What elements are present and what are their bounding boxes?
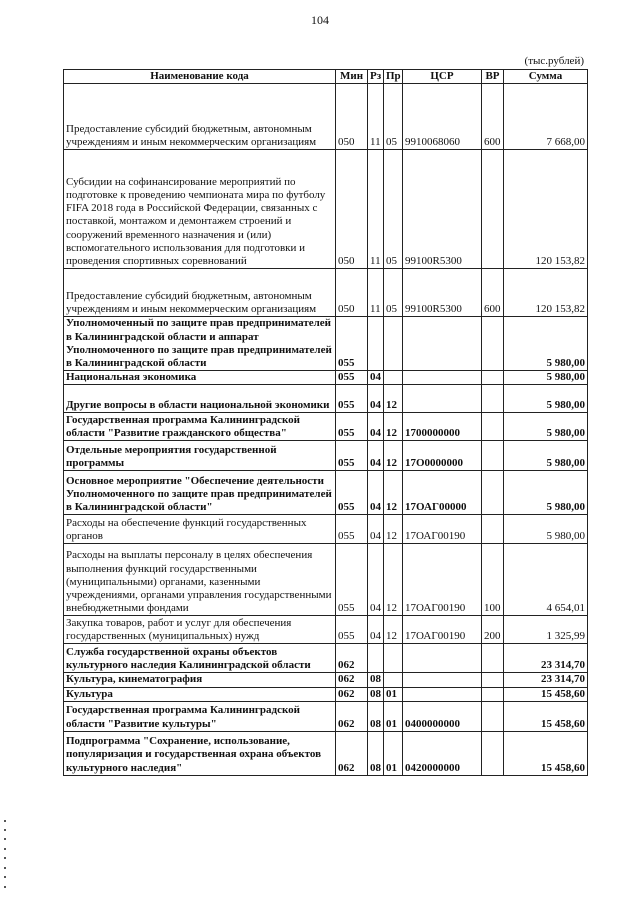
row-rz: 08 (368, 687, 384, 701)
row-csr (403, 317, 482, 371)
row-csr: 17ОАГ00190 (403, 544, 482, 616)
column-header-min: Мин (336, 70, 368, 84)
row-vr (482, 515, 504, 544)
column-header-csr: ЦСР (403, 70, 482, 84)
row-pr: 12 (384, 385, 403, 413)
row-min: 062 (336, 731, 368, 775)
row-sum: 7 668,00 (504, 84, 588, 150)
row-name: Культура (64, 687, 336, 701)
row-vr: 100 (482, 544, 504, 616)
scan-noise-marks (4, 820, 8, 890)
row-csr: 17ОАГ00000 (403, 471, 482, 515)
row-sum: 5 980,00 (504, 413, 588, 441)
row-sum: 23 314,70 (504, 644, 588, 673)
row-vr (482, 701, 504, 731)
row-sum: 15 458,60 (504, 701, 588, 731)
row-vr (482, 731, 504, 775)
row-rz (368, 644, 384, 673)
row-sum: 23 314,70 (504, 673, 588, 687)
row-csr (403, 371, 482, 385)
row-min: 055 (336, 371, 368, 385)
table-row (64, 701, 588, 731)
row-rz: 08 (368, 673, 384, 687)
row-pr (384, 673, 403, 687)
row-rz: 04 (368, 471, 384, 515)
row-sum: 1 325,99 (504, 616, 588, 644)
row-pr: 01 (384, 701, 403, 731)
row-min: 062 (336, 701, 368, 731)
row-rz: 08 (368, 701, 384, 731)
row-vr (482, 644, 504, 673)
row-sum: 5 980,00 (504, 385, 588, 413)
row-csr (403, 687, 482, 701)
row-name: Предоставление субсидий бюджетным, автономным учреждениям и иным некоммерческим организациям (64, 269, 336, 317)
row-min: 050 (336, 84, 368, 150)
table-row (64, 150, 588, 269)
row-vr (482, 413, 504, 441)
row-rz: 08 (368, 731, 384, 775)
row-sum: 5 980,00 (504, 441, 588, 471)
row-rz: 04 (368, 544, 384, 616)
table-row (64, 269, 588, 317)
table-row (64, 515, 588, 544)
row-name: Культура, кинематография (64, 673, 336, 687)
row-pr: 01 (384, 687, 403, 701)
row-vr: 200 (482, 616, 504, 644)
row-rz (368, 317, 384, 371)
row-name: Государственная программа Калининградской области "Развитие культуры" (64, 701, 336, 731)
row-pr: 12 (384, 471, 403, 515)
table-row (64, 644, 588, 673)
column-header-name: Наименование кода (64, 70, 336, 84)
row-vr (482, 385, 504, 413)
row-rz: 04 (368, 385, 384, 413)
row-name: Отдельные мероприятия государственной программы (64, 441, 336, 471)
table-row (64, 544, 588, 616)
row-name: Другие вопросы в области национальной экономики (64, 385, 336, 413)
row-min: 062 (336, 673, 368, 687)
row-rz: 04 (368, 616, 384, 644)
row-sum: 4 654,01 (504, 544, 588, 616)
row-vr: 600 (482, 269, 504, 317)
row-min: 055 (336, 515, 368, 544)
row-sum: 120 153,82 (504, 150, 588, 269)
row-sum: 15 458,60 (504, 731, 588, 775)
row-csr: 0420000000 (403, 731, 482, 775)
budget-table (63, 69, 588, 776)
row-vr (482, 673, 504, 687)
row-sum: 5 980,00 (504, 371, 588, 385)
row-csr (403, 385, 482, 413)
row-sum: 5 980,00 (504, 515, 588, 544)
table-row (64, 317, 588, 371)
row-sum: 15 458,60 (504, 687, 588, 701)
row-vr (482, 471, 504, 515)
row-vr (482, 441, 504, 471)
table-row (64, 731, 588, 775)
row-name: Национальная экономика (64, 371, 336, 385)
row-name: Государственная программа Калининградской области "Развитие гражданского общества" (64, 413, 336, 441)
table-row (64, 673, 588, 687)
row-vr (482, 371, 504, 385)
table-header-row (64, 70, 588, 84)
row-vr (482, 150, 504, 269)
table-row (64, 687, 588, 701)
row-min: 055 (336, 317, 368, 371)
table-row (64, 385, 588, 413)
column-header-vr: ВР (482, 70, 504, 84)
row-pr (384, 317, 403, 371)
row-name: Уполномоченный по защите прав предпринимателей в Калининградской области и аппарат Уполномоченного по защите прав предпринимателей в Калининградской области (64, 317, 336, 371)
row-pr: 05 (384, 269, 403, 317)
row-csr: 17О0000000 (403, 441, 482, 471)
row-name: Расходы на обеспечение функций государственных органов (64, 515, 336, 544)
row-csr: 99100R5300 (403, 150, 482, 269)
table-row (64, 471, 588, 515)
row-rz: 11 (368, 150, 384, 269)
row-rz: 04 (368, 441, 384, 471)
row-pr: 12 (384, 515, 403, 544)
row-vr (482, 317, 504, 371)
row-min: 062 (336, 644, 368, 673)
row-pr: 01 (384, 731, 403, 775)
row-csr: 0400000000 (403, 701, 482, 731)
table-row (64, 413, 588, 441)
row-name: Служба государственной охраны объектов культурного наследия Калининградской области (64, 644, 336, 673)
column-header-rz: Рз (368, 70, 384, 84)
row-name: Расходы на выплаты персоналу в целях обеспечения выполнения функций государственными (муниципальными) органами, казенными учреждениями, органами управления государственными внебюджетными фондами (64, 544, 336, 616)
page-number: 104 (311, 13, 329, 27)
row-pr (384, 371, 403, 385)
row-name: Основное мероприятие "Обеспечение деятельности Уполномоченного по защите прав предпринимателей в Калининградской области" (64, 471, 336, 515)
row-rz: 04 (368, 371, 384, 385)
row-pr: 12 (384, 544, 403, 616)
row-sum: 120 153,82 (504, 269, 588, 317)
row-pr (384, 644, 403, 673)
row-pr: 05 (384, 84, 403, 150)
row-min: 055 (336, 544, 368, 616)
row-pr: 12 (384, 616, 403, 644)
table-row (64, 371, 588, 385)
row-rz: 11 (368, 269, 384, 317)
row-pr: 12 (384, 441, 403, 471)
row-sum: 5 980,00 (504, 471, 588, 515)
row-min: 062 (336, 687, 368, 701)
row-min: 055 (336, 413, 368, 441)
row-min: 055 (336, 616, 368, 644)
row-name: Закупка товаров, работ и услуг для обеспечения государственных (муниципальных) нужд (64, 616, 336, 644)
table-row (64, 616, 588, 644)
row-rz: 04 (368, 413, 384, 441)
row-name: Подпрограмма "Сохранение, использование, популяризация и государственная охрана объектов культурного наследия" (64, 731, 336, 775)
row-min: 055 (336, 471, 368, 515)
row-csr: 17ОАГ00190 (403, 515, 482, 544)
row-vr: 600 (482, 84, 504, 150)
row-csr: 17ОАГ00190 (403, 616, 482, 644)
row-csr (403, 673, 482, 687)
column-header-sum: Сумма (504, 70, 588, 84)
row-vr (482, 687, 504, 701)
table-row (64, 84, 588, 150)
row-pr: 05 (384, 150, 403, 269)
column-header-pr: Пр (384, 70, 403, 84)
row-min: 050 (336, 150, 368, 269)
row-min: 055 (336, 385, 368, 413)
row-min: 055 (336, 441, 368, 471)
row-csr (403, 644, 482, 673)
row-csr: 1700000000 (403, 413, 482, 441)
row-pr: 12 (384, 413, 403, 441)
units-label: (тыс.рублей) (524, 55, 584, 67)
row-name: Предоставление субсидий бюджетным, автономным учреждениям и иным некоммерческим организациям (64, 84, 336, 150)
row-csr: 99100R5300 (403, 269, 482, 317)
row-rz: 04 (368, 515, 384, 544)
row-min: 050 (336, 269, 368, 317)
row-rz: 11 (368, 84, 384, 150)
table-row (64, 441, 588, 471)
row-name: Субсидии на софинансирование мероприятий по подготовке к проведению чемпионата мира по футболу FIFA 2018 года в Российской Федерации, связанных с поставкой, монтажом и демонтажем строений и сооружений временного назначения и (или) вспомогательного использования для подготовки и проведения спортивных соревнований (64, 150, 336, 269)
row-sum: 5 980,00 (504, 317, 588, 371)
row-csr: 9910068060 (403, 84, 482, 150)
